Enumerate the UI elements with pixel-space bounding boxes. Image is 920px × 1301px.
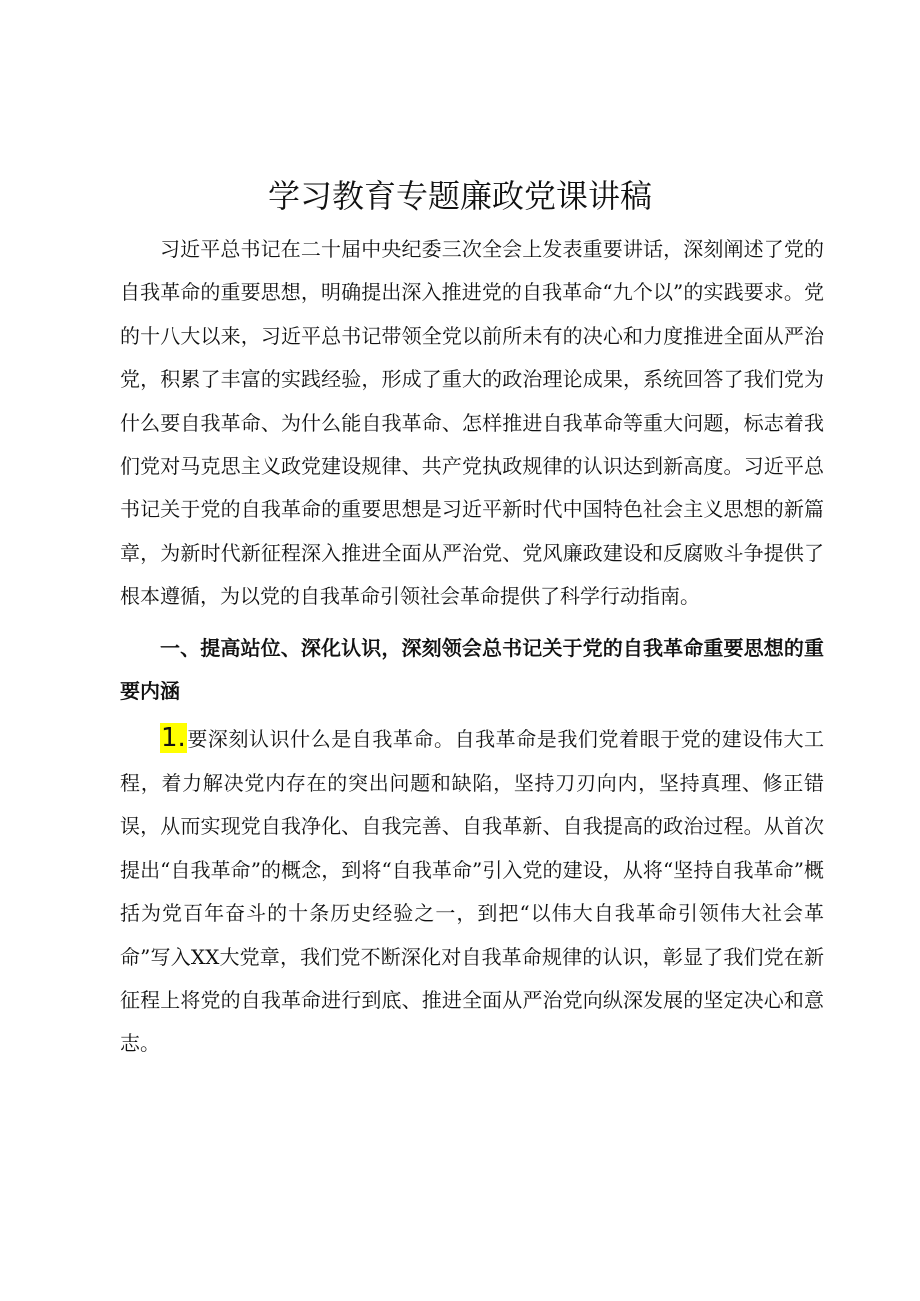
item-number-highlight: 1. [161,723,186,754]
item-paragraph [120,717,824,1065]
document-body [120,228,824,1066]
item-text: 要深刻认识什么是自我革命。自我革命是我们党着眼于党的建设伟大工程，着力解决党内存在的突出问题和缺陷，坚持刀刃向内，坚持真理、修正错误，从而实现党自我净化、自我完善、自我革新、自我提高的政治过程。从首次提出“自我革命”的概念，到将“自我革命”引入党的建设，从将“坚持自我革命”概括为党百年奋斗的十条历史经验之一，到把“以伟大自我革命引领伟大社会革命”写入XX大党章，我们党不断深化对自我革命规律的认识，彰显了我们党在新征程上将党的自我革命进行到底、推进全面从严治党向纵深发展的坚定决心和意志。 [120,727,824,1056]
section-heading: 一、提高站位、深化认识，深刻领会总书记关于党的自我革命重要思想的重要内涵 [120,635,824,704]
document-title: 学习教育专题廉政党课讲稿 [267,177,652,215]
intro-paragraph: 习近平总书记在二十届中央纪委三次全会上发表重要讲话，深刻阐述了党的自我革命的重要思想，明确提出深入推进党的自我革命“九个以”的实践要求。党的十八大以来，习近平总书记带领全党以前所未有的决心和力度推进全面从严治党，积累了丰富的实践经验，形成了重大的政治理论成果，系统回答了我们党为什么要自我革命、为什么能自我革命、怎样推进自我革命等重大问题，标志着我们党对马克思主义政党建设规律、共产党执政规律的认识达到新高度。习近平总书记关于党的自我革命的重要思想是习近平新时代中国特色社会主义思想的新篇章，为新时代新征程深入推进全面从严治党、党风廉政建设和反腐败斗争提供了根本遵循，为以党的自我革命引领社会革命提供了科学行动指南。 [120,237,824,609]
